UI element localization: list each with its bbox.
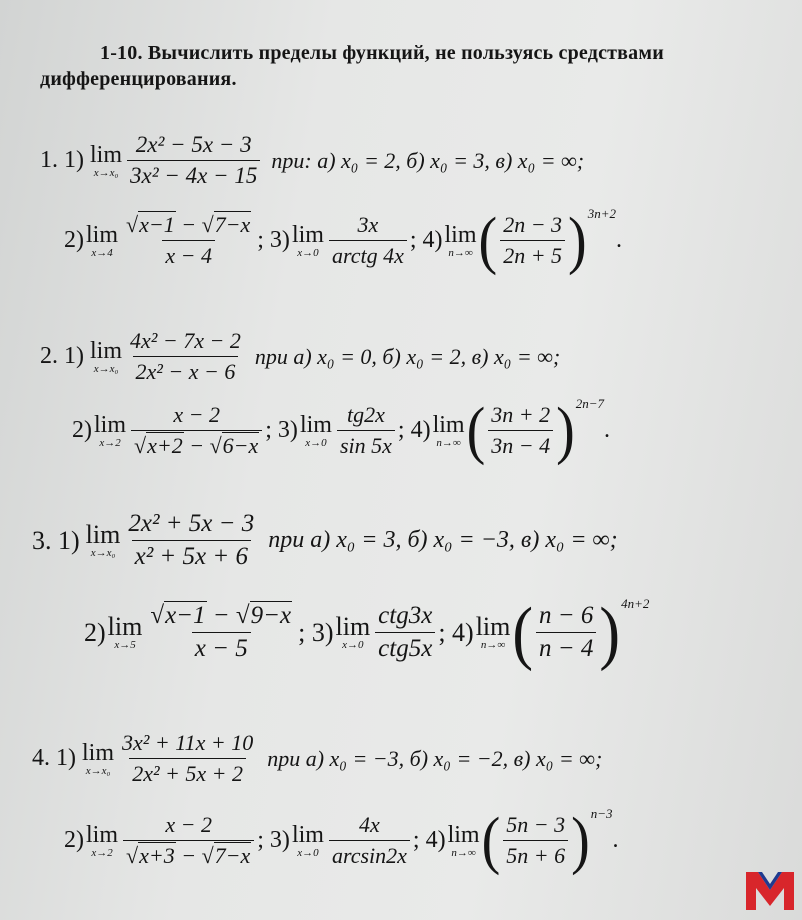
numerator: n − 6: [539, 602, 594, 629]
problem-number: 1. 1): [40, 147, 84, 173]
lim-word: lim: [444, 221, 477, 248]
lim-word: lim: [447, 821, 480, 848]
lim-subscript: n→∞: [480, 638, 506, 651]
fraction: [123, 212, 254, 269]
radicand: 7−x: [214, 843, 251, 868]
lim-word: lim: [86, 221, 119, 248]
denominator: 3n − 4: [488, 430, 553, 459]
sub-label: ; 4): [438, 617, 474, 647]
lim-subscript: x→0: [305, 436, 327, 449]
left-paren: (: [512, 593, 534, 672]
problem-4-line-1: [32, 730, 602, 787]
limit-operator: [86, 823, 118, 859]
limit-operator: [445, 223, 477, 259]
condition-text: при а) x₀ = 0, б) x₀ = 2, в) x₀ = ∞;: [254, 343, 561, 369]
radicand: x+3: [139, 843, 175, 868]
denominator: sin 5x: [337, 430, 395, 459]
limit-operator: [90, 339, 122, 375]
problem-3-line-2: [84, 593, 650, 672]
problem-number: 3. 1): [32, 525, 80, 555]
right-paren: ): [571, 804, 590, 877]
lim-subscript: x→0: [297, 846, 319, 859]
lim-subscript: x→x₀: [85, 764, 111, 777]
radicand: x−1: [139, 212, 175, 237]
limit-operator: [300, 413, 332, 449]
fraction: [329, 812, 410, 869]
fraction: [337, 402, 395, 459]
problem-1-line-1: [40, 132, 584, 189]
fraction: [131, 402, 262, 459]
denominator: x − 5: [192, 632, 251, 663]
denominator: ctg5x: [375, 632, 435, 663]
lim-subscript: x→2: [99, 436, 121, 449]
fraction: [127, 132, 260, 189]
lim-subscript: x→2: [91, 846, 113, 859]
denominator: arctg 4x: [329, 240, 407, 269]
right-paren: ): [568, 204, 587, 277]
left-paren: (: [466, 394, 486, 467]
fraction: [127, 328, 244, 385]
numerator: 2x² − 5x − 3: [135, 132, 252, 157]
numerator: 2x² + 5x − 3: [128, 510, 255, 537]
end-period: .: [615, 227, 622, 253]
limit-operator: [107, 611, 143, 651]
limit-operator: [448, 823, 480, 859]
m-logo-icon: [744, 868, 796, 912]
limit-operator: [82, 741, 114, 777]
lim-word: lim: [291, 221, 324, 248]
limit-operator: [335, 611, 371, 651]
radicand: x−1: [165, 602, 206, 629]
parenthesized-fraction: [466, 394, 605, 467]
lim-subscript: x→x₀: [93, 166, 119, 179]
right-paren: ): [599, 593, 621, 672]
numerator: 4x: [359, 812, 380, 837]
lim-word: lim: [291, 821, 324, 848]
exponent: 4n+2: [621, 596, 650, 611]
numerator: ctg3x: [378, 602, 433, 629]
numerator: 4x² − 7x − 2: [130, 328, 241, 353]
denominator: n − 4: [536, 632, 596, 663]
denominator: 3x² − 4x − 15: [127, 160, 260, 189]
denominator: 2x² + 5x + 2: [129, 758, 246, 787]
problem-number: 4. 1): [32, 745, 76, 771]
lim-word: lim: [475, 611, 511, 641]
denominator: √x+3 − √7−x: [123, 840, 254, 869]
sub-label: ; 3): [257, 227, 290, 253]
fraction: [147, 602, 295, 663]
sub-label: ; 4): [409, 227, 443, 253]
numerator: √x−1 − √9−x: [150, 602, 292, 629]
numerator: 2n − 3: [503, 212, 563, 237]
radicand: 6−x: [222, 433, 259, 458]
fraction: [500, 212, 565, 269]
lim-word: lim: [107, 611, 143, 641]
end-period: .: [604, 417, 611, 443]
problem-2-line-2: [72, 394, 611, 467]
denominator: x − 4: [162, 240, 215, 269]
lim-word: lim: [432, 411, 465, 438]
problem-2-line-1: [40, 328, 560, 385]
lim-subscript: x→4: [91, 246, 113, 259]
parenthesized-fraction: [478, 204, 616, 277]
end-period: .: [612, 827, 619, 853]
lim-word: lim: [86, 821, 119, 848]
fraction: [375, 602, 435, 663]
exponent: n−3: [590, 806, 613, 821]
lim-word: lim: [335, 611, 371, 641]
denominator: arcsin2x: [329, 840, 410, 869]
heading: 1-10. Вычислить пределы функций, не пользуясь средствами дифференцирования.: [40, 42, 664, 90]
condition-text: при: а) x₀ = 2, б) x₀ = 3, в) x₀ = ∞;: [271, 147, 585, 173]
fraction: [123, 812, 254, 869]
lim-subscript: n→∞: [436, 436, 461, 449]
lim-word: lim: [82, 739, 115, 766]
problem-4-line-2: [64, 804, 619, 877]
numerator: 3x: [357, 212, 379, 237]
lim-word: lim: [94, 411, 127, 438]
lim-word: lim: [90, 337, 123, 364]
numerator: 5n − 3: [506, 812, 566, 837]
limit-operator: [292, 823, 324, 859]
numerator: 3x² + 11x + 10: [122, 730, 254, 755]
lim-subscript: x→x₀: [93, 362, 119, 375]
denominator: x² + 5x + 6: [132, 540, 251, 571]
left-paren: (: [481, 804, 501, 877]
condition-text: при а) x₀ = 3, б) x₀ = −3, в) x₀ = ∞;: [268, 527, 618, 553]
sub-label: ; 3): [257, 827, 290, 853]
fraction: [119, 730, 256, 787]
limit-operator: [433, 413, 465, 449]
exponent: 3n+2: [587, 206, 616, 221]
limit-operator: [86, 223, 118, 259]
denominator: 2n + 5: [500, 240, 565, 269]
lim-subscript: x→0: [297, 246, 319, 259]
sub-label: ; 4): [412, 827, 446, 853]
fraction: [488, 402, 553, 459]
lim-subscript: x→5: [114, 638, 136, 651]
problem-1-line-2: [64, 204, 622, 277]
condition-text: при а) x₀ = −3, б) x₀ = −2, в) x₀ = ∞;: [267, 745, 603, 771]
radicand: 9−x: [250, 602, 292, 629]
limit-operator: [94, 413, 126, 449]
radicand: x+2: [147, 433, 183, 458]
denominator: √x+2 − √6−x: [131, 430, 262, 459]
limit-operator: [475, 611, 511, 651]
fraction: [329, 212, 407, 269]
lim-subscript: x→x₀: [90, 546, 116, 559]
denominator: 2x² − x − 6: [133, 356, 239, 385]
numerator: x − 2: [165, 812, 212, 837]
radicand: 7−x: [214, 212, 251, 237]
limit-operator: [85, 519, 121, 559]
problem-3-line-1: [32, 510, 618, 571]
fraction: [503, 812, 568, 869]
sub-label: 2): [64, 227, 84, 253]
problem-number: 2. 1): [40, 343, 84, 369]
limit-operator: [90, 143, 122, 179]
sub-label: 2): [64, 827, 84, 853]
parenthesized-fraction: [512, 593, 650, 672]
numerator: 3n + 2: [491, 402, 551, 427]
limit-operator: [292, 223, 324, 259]
numerator: √x−1 − √7−x: [126, 212, 251, 237]
lim-word: lim: [90, 141, 123, 168]
sub-label: 2): [84, 617, 106, 647]
sub-label: 2): [72, 417, 92, 443]
lim-word: lim: [299, 411, 332, 438]
denominator: 5n + 6: [503, 840, 568, 869]
sub-label: ; 3): [265, 417, 298, 443]
lim-subscript: x→0: [342, 638, 364, 651]
right-paren: ): [556, 394, 575, 467]
lim-subscript: n→∞: [451, 846, 476, 859]
sub-label: ; 4): [397, 417, 431, 443]
numerator: x − 2: [173, 402, 220, 427]
exponent: 2n−7: [575, 396, 605, 411]
fraction: [125, 510, 257, 571]
left-paren: (: [478, 204, 498, 277]
lim-word: lim: [85, 519, 121, 549]
sub-label: ; 3): [298, 617, 334, 647]
lim-subscript: n→∞: [448, 246, 473, 259]
parenthesized-fraction: [481, 804, 613, 877]
numerator: tg2x: [346, 402, 385, 427]
fraction: [536, 602, 596, 663]
